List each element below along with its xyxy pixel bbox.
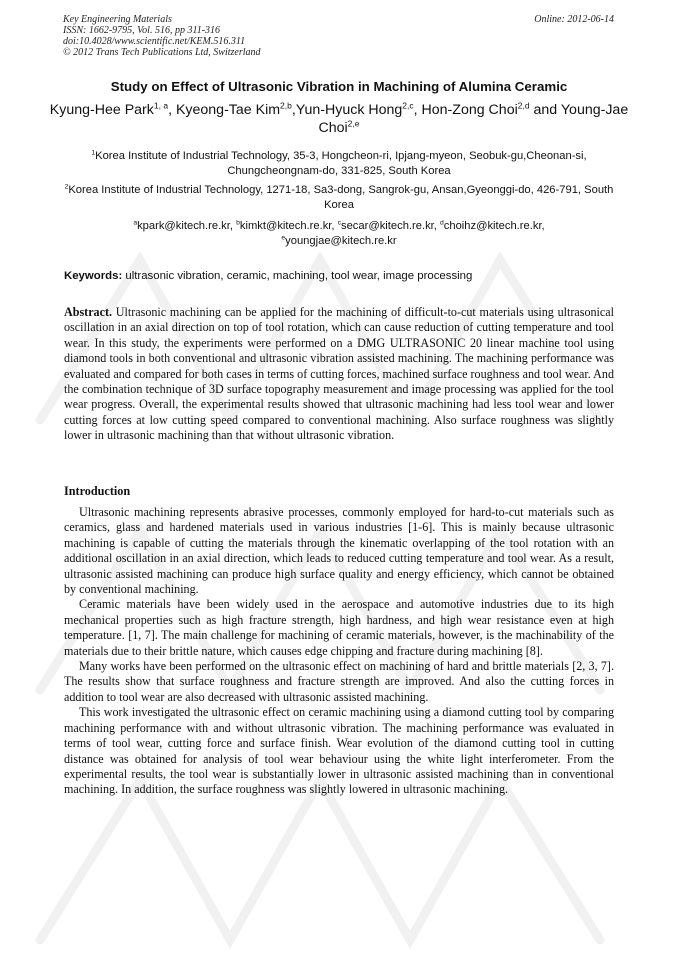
affiliation-text: Korea Institute of Industrial Technology, 35-3, Hongcheon-ri, Ipjang-myeon, Seobuk-gu,Cheonan-si, Chungcheongnam-do, 331-825, South Korea <box>95 150 587 177</box>
author-name: Young-Jae Choi <box>318 102 629 136</box>
email-marker: a <box>133 219 138 227</box>
email-marker: b <box>236 219 240 227</box>
email-link[interactable]: choihz@kitech.re.kr, <box>443 220 545 232</box>
copyright-line: © 2012 Trans Tech Publications Ltd, Switzerland <box>63 47 261 58</box>
abstract-label: Abstract. <box>64 305 113 319</box>
author-superscript: 2,d <box>517 100 530 111</box>
author-name: Kyung-Hee Park <box>49 102 154 118</box>
author-superscript: 1, a <box>153 100 169 111</box>
intro-paragraph: Ultrasonic machining represents abrasive processes, commonly employed for hard-to-cut materials such as ceramics, glass and hardened materials used in various industries [1-6]. This is mainly because ultrasonic machining is capable of cutting the materials through the kinematic overlapping of the tool rotation with an additional oscillation in an axial direction, which leads to reduced cutting temperature and tool wear. As a result, ultrasonic assisted machining can produce high surface quality and energy efficiency, which cannot be obtained by conventional machining. <box>64 505 614 597</box>
publication-metadata <box>63 14 261 58</box>
abstract-paragraph <box>64 305 614 444</box>
email-link[interactable]: youngjae@kitech.re.kr <box>285 235 397 247</box>
author-name: Yun-Hyuck Hong <box>295 102 403 118</box>
affiliation-marker: 1 <box>91 149 96 157</box>
author-name: Hon-Zong Choi <box>421 102 518 118</box>
affiliation-text: Korea Institute of Industrial Technology, 1271-18, Sa3-dong, Sangrok-gu, Ansan,Gyeonggi-do, 426-791, South Korea <box>68 184 614 211</box>
email-marker: d <box>440 219 444 227</box>
intro-paragraph: This work investigated the ultrasonic effect on ceramic machining using a diamond cutting tool by comparing machining performance with and without ultrasonic vibration. The machining performance was evaluated in terms of tool wear, cutting force and surface finish. Wear evolution of the diamond cutting tool in cutting distance was obtained for analysis of tool wear behaviour using the white light interferometer. From the experimental results, the tool wear is substantially lower in ultrasonic assisted machining than in conventional machining. In addition, the surface roughness was slightly lowered in ultrasonic machining. <box>64 705 614 797</box>
email-link[interactable]: kimkt@kitech.re.kr, <box>239 220 338 232</box>
introduction-body <box>64 505 614 798</box>
section-heading-introduction: Introduction <box>64 484 131 498</box>
intro-paragraph: Many works have been performed on the ultrasonic effect on machining of hard and brittle materials [2, 3, 7]. The results show that surface roughness and fracture strength are improved. And also the cutting forces in addition to tool wear are also decreased with ultrasonic assisted machining. <box>64 659 614 704</box>
paper-title: Study on Effect of Ultrasonic Vibration in Machining of Alumina Ceramic <box>110 79 568 94</box>
keywords-text: ultrasonic vibration, ceramic, machining, tool wear, image processing <box>122 270 473 282</box>
abstract-text: Ultrasonic machining can be applied for the machining of difficult-to-cut materials using ultrasonical oscillation in an axial direction on top of tool rotation, which can cause reduction of cutting temperature and tool wear. In this study, the experiments were performed on a DMG ULTRASONIC 20 linear machine tool using diamond tools in both conventional and ultrasonic vibration assisted machining. The machining performance was evaluated and compared for both cases in terms of cutting forces, machined surface roughness and tool wear. And the combination technique of 3D surface topography measurement and image processing was applied for the tool wear progress. Overall, the experimental results showed that ultrasonic machining had less tool wear and lower cutting forces at low cutting speed compared to conventional machining. Also surface roughness was slightly lower in ultrasonic machining than that without ultrasonic vibration. <box>64 305 614 443</box>
email-link[interactable]: secar@kitech.re.kr, <box>340 220 441 232</box>
email-list <box>62 219 616 249</box>
journal-name: Key Engineering Materials <box>63 14 172 25</box>
author-name: Kyeong-Tae Kim <box>175 102 281 118</box>
affiliation-2 <box>62 183 616 213</box>
intro-paragraph: Ceramic materials have been widely used in the aerospace and automotive industries due to its high mechanical properties such as high fracture strength, high hardness, and high wear resistance even at high temperature. [1, 7]. The main challenge for machining of ceramic materials, however, is the machinability of the materials due to their brittle nature, which causes edge chipping and fracture during machining [8]. <box>64 597 614 658</box>
author-superscript: 2,e <box>347 118 360 129</box>
affiliation-1 <box>62 149 616 179</box>
email-marker: c <box>337 219 341 227</box>
email-marker: e <box>281 234 286 242</box>
keywords-label: Keywords: <box>64 270 123 282</box>
affiliation-marker: 2 <box>64 183 69 191</box>
online-date: Online: 2012-06-14 <box>534 14 614 25</box>
author-separator: and <box>529 102 561 118</box>
author-superscript: 2,c <box>402 100 414 111</box>
author-superscript: 2,b <box>280 100 292 111</box>
author-list <box>40 101 638 137</box>
keywords-line <box>64 269 616 284</box>
author-separator: , <box>291 102 296 118</box>
issn-line: ISSN: 1662-9795, Vol. 516, pp 311-316 <box>63 25 221 36</box>
doi-line: doi:10.4028/www.scientific.net/KEM.516.311 <box>63 36 246 47</box>
author-separator: , <box>413 102 422 118</box>
author-separator: , <box>168 102 176 118</box>
email-link[interactable]: kpark@kitech.re.kr, <box>137 220 237 232</box>
